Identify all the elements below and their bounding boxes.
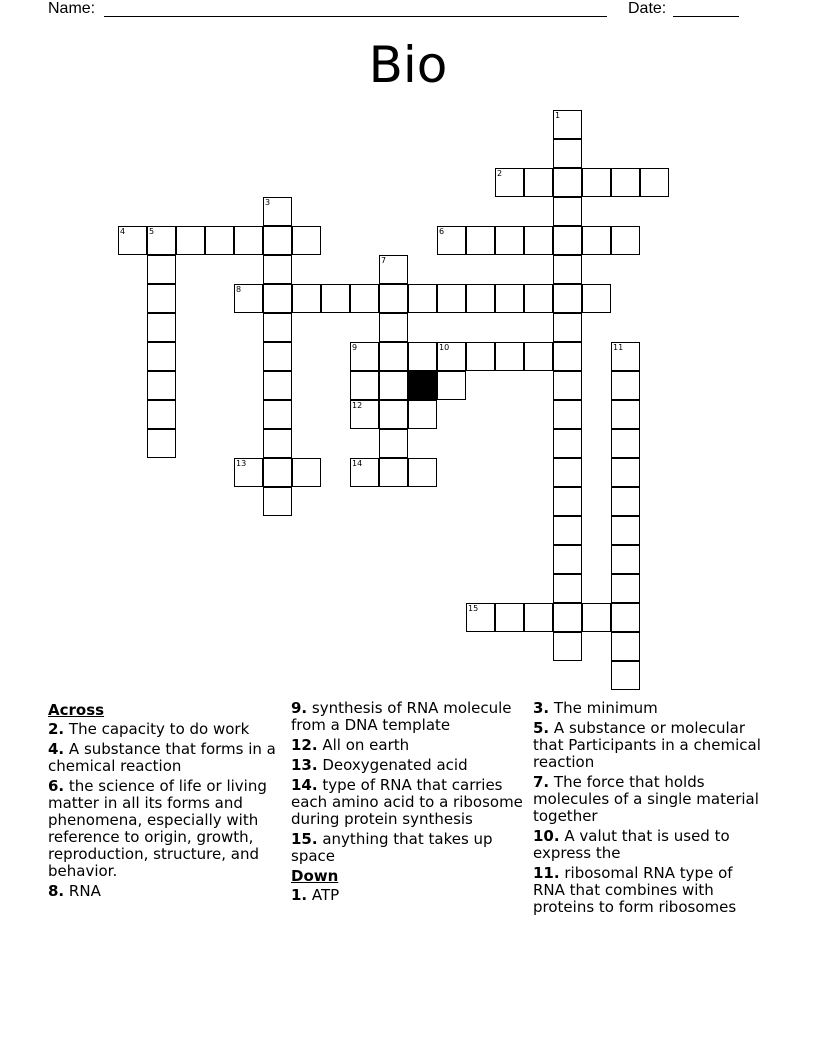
grid-cell[interactable] — [611, 226, 640, 255]
grid-cell[interactable] — [350, 342, 379, 371]
clue-column-3 — [533, 700, 765, 919]
clue-number: 4. — [48, 740, 65, 758]
grid-cell[interactable] — [495, 284, 524, 313]
clue-number: 2. — [48, 720, 65, 738]
grid-cell[interactable] — [147, 226, 176, 255]
grid-cell[interactable] — [495, 342, 524, 371]
grid-cell[interactable] — [553, 400, 582, 429]
grid-cell[interactable] — [495, 226, 524, 255]
clue-across-12 — [291, 737, 523, 754]
clue-text: The minimum — [553, 699, 658, 717]
grid-cell[interactable] — [437, 226, 466, 255]
across-heading: Across — [48, 701, 105, 719]
grid-cell[interactable] — [379, 429, 408, 458]
clue-across-9 — [291, 700, 523, 734]
cell-number: 13 — [236, 459, 247, 468]
grid-cell[interactable] — [263, 342, 292, 371]
clue-text: A substance or molecular that Participants in a chemical reaction — [533, 719, 761, 771]
clue-number: 12. — [291, 736, 318, 754]
grid-cell[interactable] — [350, 371, 379, 400]
grid-cell[interactable] — [263, 197, 292, 226]
grid-cell[interactable] — [553, 603, 582, 632]
grid-cell[interactable] — [263, 400, 292, 429]
grid-cell[interactable] — [147, 342, 176, 371]
grid-cell[interactable] — [263, 226, 292, 255]
grid-cell[interactable] — [379, 342, 408, 371]
cell-number: 2 — [497, 169, 503, 178]
grid-cell[interactable] — [263, 284, 292, 313]
grid-cell[interactable] — [611, 632, 640, 661]
cell-number: 4 — [120, 227, 126, 236]
grid-cell[interactable] — [321, 284, 350, 313]
clue-down-10 — [533, 828, 765, 862]
grid-cell[interactable] — [379, 255, 408, 284]
grid-cell[interactable] — [263, 458, 292, 487]
grid-cell[interactable] — [611, 400, 640, 429]
grid-cell[interactable] — [292, 226, 321, 255]
clue-text: synthesis of RNA molecule from a DNA template — [291, 699, 512, 734]
grid-cell[interactable] — [611, 371, 640, 400]
grid-cell[interactable] — [147, 429, 176, 458]
clue-text: the science of life or living matter in all its forms and phenomena, especially with reference to origin, growth, reproduction, structure, and behavior. — [48, 777, 267, 880]
grid-cell[interactable] — [263, 371, 292, 400]
clue-number: 14. — [291, 776, 318, 794]
grid-cell[interactable] — [611, 342, 640, 371]
grid-cell[interactable] — [611, 603, 640, 632]
grid-cell[interactable] — [118, 226, 147, 255]
grid-cell[interactable] — [524, 226, 553, 255]
cell-number: 7 — [381, 256, 387, 265]
grid-cell[interactable] — [379, 284, 408, 313]
clue-across-6 — [48, 778, 280, 880]
clue-number: 3. — [533, 699, 550, 717]
name-label: Name: — [48, 0, 96, 17]
clue-text: Deoxygenated acid — [322, 756, 468, 774]
clue-across-15 — [291, 831, 523, 865]
grid-cell[interactable] — [379, 458, 408, 487]
grid-cell[interactable] — [582, 284, 611, 313]
grid-cell[interactable] — [466, 284, 495, 313]
clue-text: RNA — [68, 882, 101, 900]
cell-number: 12 — [352, 401, 363, 410]
grid-cell[interactable] — [147, 255, 176, 284]
grid-cell[interactable] — [379, 371, 408, 400]
page-title: Bio — [368, 36, 448, 94]
clue-across-2 — [48, 721, 280, 738]
grid-cell[interactable] — [379, 313, 408, 342]
grid-cell[interactable] — [640, 168, 669, 197]
grid-cell[interactable] — [582, 168, 611, 197]
clue-number: 8. — [48, 882, 65, 900]
grid-cell[interactable] — [611, 516, 640, 545]
grid-cell[interactable] — [408, 284, 437, 313]
clue-text: The force that holds molecules of a single material together — [533, 773, 759, 825]
grid-cell[interactable] — [466, 603, 495, 632]
grid-cell[interactable] — [553, 284, 582, 313]
grid-cell[interactable] — [147, 313, 176, 342]
grid-cell[interactable] — [350, 284, 379, 313]
clue-text: type of RNA that carries each amino acid to a ribosome during protein synthesis — [291, 776, 523, 828]
clue-across-13 — [291, 757, 523, 774]
grid-cell[interactable] — [263, 429, 292, 458]
grid-cell[interactable] — [611, 574, 640, 603]
grid-cell[interactable] — [553, 458, 582, 487]
clue-down-1 — [291, 887, 523, 904]
grid-cell[interactable] — [553, 632, 582, 661]
cell-number: 15 — [468, 604, 479, 613]
cell-number: 11 — [613, 343, 624, 352]
clue-text: A valut that is used to express the — [533, 827, 730, 862]
clue-column-2 — [291, 700, 523, 907]
grid-cell[interactable] — [582, 226, 611, 255]
grid-cell[interactable] — [611, 661, 640, 690]
cell-number: 10 — [439, 343, 450, 352]
cell-number: 1 — [555, 111, 561, 120]
grid-cell[interactable] — [524, 168, 553, 197]
grid-cell[interactable] — [553, 516, 582, 545]
grid-cell[interactable] — [553, 168, 582, 197]
grid-cell[interactable] — [553, 139, 582, 168]
grid-cell[interactable] — [147, 400, 176, 429]
cell-number: 5 — [149, 227, 155, 236]
clue-across-8 — [48, 883, 280, 900]
grid-cell[interactable] — [611, 545, 640, 574]
grid-cell[interactable] — [553, 226, 582, 255]
clue-number: 13. — [291, 756, 318, 774]
grid-cell[interactable] — [234, 458, 263, 487]
clue-text: The capacity to do work — [68, 720, 250, 738]
clue-number: 7. — [533, 773, 550, 791]
cell-number: 9 — [352, 343, 358, 352]
clue-down-5 — [533, 720, 765, 771]
grid-cell[interactable] — [553, 487, 582, 516]
grid-cell[interactable] — [553, 342, 582, 371]
cell-number: 14 — [352, 459, 363, 468]
grid-cell[interactable] — [611, 458, 640, 487]
grid-cell[interactable] — [553, 313, 582, 342]
grid-cell[interactable] — [611, 429, 640, 458]
grid-cell[interactable] — [553, 574, 582, 603]
grid-cell[interactable] — [553, 197, 582, 226]
grid-cell[interactable] — [437, 342, 466, 371]
grid-cell[interactable] — [524, 284, 553, 313]
grid-cell[interactable] — [263, 255, 292, 284]
grid-cell[interactable] — [147, 284, 176, 313]
grid-cell[interactable] — [524, 603, 553, 632]
grid-cell[interactable] — [582, 603, 611, 632]
cell-number: 6 — [439, 227, 445, 236]
clue-number: 11. — [533, 864, 560, 882]
grid-cell[interactable] — [437, 371, 466, 400]
clue-down-3 — [533, 700, 765, 717]
grid-cell[interactable] — [524, 342, 553, 371]
grid-cell[interactable] — [495, 168, 524, 197]
date-label: Date: — [628, 0, 667, 17]
grid-cell[interactable] — [553, 110, 582, 139]
clue-number: 15. — [291, 830, 318, 848]
clue-across-4 — [48, 741, 280, 775]
grid-cell[interactable] — [553, 429, 582, 458]
cell-number: 3 — [265, 198, 271, 207]
clue-number: 9. — [291, 699, 308, 717]
clue-text: All on earth — [322, 736, 410, 754]
down-heading: Down — [291, 867, 339, 885]
grid-cell[interactable] — [147, 371, 176, 400]
grid-cell[interactable] — [408, 400, 437, 429]
grid-cell[interactable] — [350, 400, 379, 429]
grid-cell[interactable] — [408, 458, 437, 487]
grid-cell[interactable] — [466, 226, 495, 255]
grid-cell[interactable] — [553, 255, 582, 284]
clue-down-11 — [533, 865, 765, 916]
clue-text: ribosomal RNA type of RNA that combines with proteins to form ribosomes — [533, 864, 737, 916]
clue-number: 6. — [48, 777, 65, 795]
grid-cell[interactable] — [176, 226, 205, 255]
clue-down-7 — [533, 774, 765, 825]
clue-number: 5. — [533, 719, 550, 737]
clue-number: 1. — [291, 886, 308, 904]
grid-cell[interactable] — [495, 603, 524, 632]
grid-cell[interactable] — [466, 342, 495, 371]
grid-cell[interactable] — [263, 487, 292, 516]
grid-cell[interactable] — [234, 284, 263, 313]
grid-cell[interactable] — [553, 371, 582, 400]
grid-cell[interactable] — [553, 545, 582, 574]
grid-cell[interactable] — [292, 458, 321, 487]
grid-cell[interactable] — [263, 313, 292, 342]
cell-number: 8 — [236, 285, 242, 294]
grid-cell[interactable] — [350, 458, 379, 487]
clue-number: 10. — [533, 827, 560, 845]
clue-text: anything that takes up space — [291, 830, 493, 865]
grid-cell[interactable] — [611, 168, 640, 197]
clue-text: A substance that forms in a chemical reaction — [48, 740, 276, 775]
grid-cell[interactable] — [234, 226, 263, 255]
clue-column-1 — [48, 700, 280, 903]
clue-text: ATP — [311, 886, 340, 904]
grid-cell[interactable] — [437, 284, 466, 313]
clue-across-14 — [291, 777, 523, 828]
grid-cell[interactable] — [611, 487, 640, 516]
grid-cell[interactable] — [408, 342, 437, 371]
grid-cell[interactable] — [379, 400, 408, 429]
black-cell — [408, 371, 437, 400]
grid-cell[interactable] — [292, 284, 321, 313]
grid-cell[interactable] — [205, 226, 234, 255]
